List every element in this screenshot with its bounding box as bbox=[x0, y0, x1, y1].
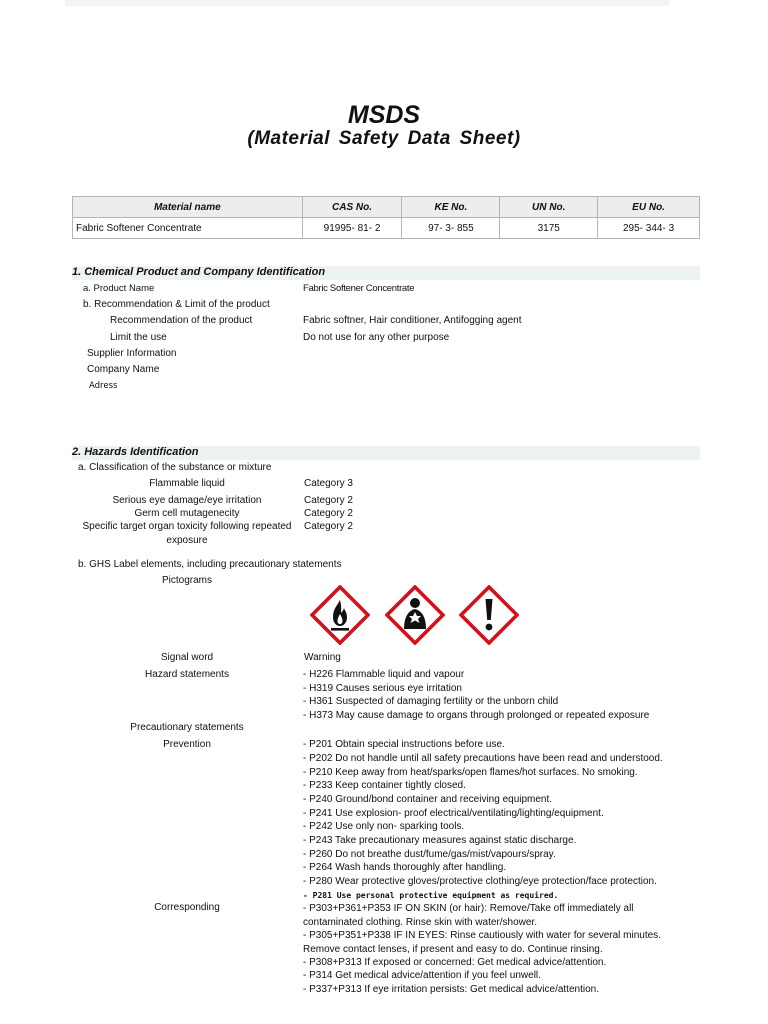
limit-value: Do not use for any other purpose bbox=[303, 332, 450, 343]
col-cas-no: CAS No. bbox=[302, 197, 402, 218]
product-name-label: a. Product Name bbox=[83, 283, 155, 294]
class-stot-label-line1: Specific target organ toxicity following repeated bbox=[82, 521, 292, 532]
list-item: - P201 Obtain special instructions before use. bbox=[303, 739, 505, 750]
list-item: - H226 Flammable liquid and vapour bbox=[303, 669, 465, 680]
material-table bbox=[72, 196, 700, 239]
cell-un-no: 3175 bbox=[500, 218, 598, 239]
class-flammable-value: Category 3 bbox=[304, 478, 353, 489]
cell-cas-no: 91995- 81- 2 bbox=[302, 218, 402, 239]
doc-title: MSDS bbox=[347, 101, 421, 129]
list-item: - P280 Wear protective gloves/protective clothing/eye protection/face protection. bbox=[303, 876, 657, 887]
class-mutagen-value: Category 2 bbox=[304, 508, 353, 519]
signal-word-label: Signal word bbox=[160, 652, 214, 663]
pictograms-label: Pictograms bbox=[161, 575, 212, 586]
corresponding-label: Corresponding bbox=[154, 902, 220, 913]
cell-ke-no: 97- 3- 855 bbox=[402, 218, 500, 239]
hazard-statements-label: Hazard statements bbox=[145, 669, 229, 680]
flame-pictogram-icon bbox=[310, 585, 370, 645]
list-item: - P240 Ground/bond container and receiving equipment. bbox=[303, 794, 553, 805]
recommendation-value: Fabric softner, Hair conditioner, Antifogging agent bbox=[303, 315, 522, 326]
list-item: - P202 Do not handle until all safety precautions have been read and understood. bbox=[303, 753, 663, 764]
list-item: - P260 Do not breathe dust/fume/gas/mist/vapours/spray. bbox=[303, 849, 556, 860]
list-item: - P305+P351+P338 IF IN EYES: Rinse cautiously with water for several minutes. Remove contact lenses, if present and easy to do. Continue rinsing. bbox=[303, 930, 661, 955]
class-flammable-label: Flammable liquid bbox=[149, 478, 225, 489]
classification-label: a. Classification of the substance or mixture bbox=[78, 462, 272, 473]
list-item: - H373 May cause damage to organs through prolonged or repeated exposure bbox=[303, 710, 650, 721]
health-hazard-pictogram-icon bbox=[385, 585, 445, 645]
list-item: - P314 Get medical advice/attention if you feel unwell. bbox=[303, 970, 541, 981]
list-item: - P241 Use explosion- proof electrical/ventilating/lighting/equipment. bbox=[303, 808, 604, 819]
section1-heading: 1. Chemical Product and Company Identification bbox=[72, 266, 326, 278]
product-name-value: Fabric Softener Concentrate bbox=[303, 283, 415, 294]
company-name-label: Company Name bbox=[87, 364, 160, 375]
col-eu-no: EU No. bbox=[598, 197, 700, 218]
cell-eu-no: 295- 344- 3 bbox=[598, 218, 700, 239]
class-stot-value: Category 2 bbox=[304, 521, 353, 532]
top-strip bbox=[65, 0, 670, 6]
material-table-header bbox=[73, 197, 700, 218]
list-item: - P233 Keep container tightly closed. bbox=[303, 780, 466, 791]
section2-heading: 2. Hazards Identification bbox=[72, 446, 199, 458]
doc-subtitle: (Material Safety Data Sheet) bbox=[247, 128, 521, 149]
signal-word-value: Warning bbox=[304, 652, 341, 663]
list-item: - P210 Keep away from heat/sparks/open flames/hot surfaces. No smoking. bbox=[303, 767, 638, 778]
class-mutagen-label: Germ cell mutagenecity bbox=[134, 508, 240, 519]
table-row bbox=[73, 218, 700, 239]
list-item: - P242 Use only non- sparking tools. bbox=[303, 821, 465, 832]
list-item: - P308+P313 If exposed or concerned: Get medical advice/attention. bbox=[303, 957, 607, 968]
recommendation-sub-label: Recommendation of the product bbox=[110, 315, 253, 326]
list-item: - H361 Suspected of damaging fertility or the unborn child bbox=[303, 696, 559, 707]
list-item: - P337+P313 If eye irritation persists: Get medical advice/attention. bbox=[303, 984, 599, 995]
list-item: - P281 Use personal protective equipment as required. bbox=[303, 891, 559, 900]
address-label: Adress bbox=[89, 381, 118, 391]
class-stot-label-line2: exposure bbox=[166, 535, 208, 546]
class-eye-label: Serious eye damage/eye irritation bbox=[112, 495, 262, 506]
cell-material-name: Fabric Softener Concentrate bbox=[73, 218, 303, 239]
list-item: - P243 Take precautionary measures against static discharge. bbox=[303, 835, 577, 846]
col-un-no: UN No. bbox=[500, 197, 598, 218]
precautionary-label: Precautionary statements bbox=[130, 722, 244, 733]
col-material-name: Material name bbox=[73, 197, 303, 218]
supplier-info-label: Supplier Information bbox=[87, 348, 177, 359]
list-item: - P264 Wash hands thoroughly after handling. bbox=[303, 862, 507, 873]
exclamation-pictogram-icon bbox=[459, 585, 519, 645]
ghs-label: b. GHS Label elements, including precautionary statements bbox=[78, 559, 342, 570]
recommendation-label: b. Recommendation & Limit of the product bbox=[83, 299, 270, 310]
limit-label: Limit the use bbox=[110, 332, 167, 343]
class-eye-value: Category 2 bbox=[304, 495, 353, 506]
list-item: - H319 Causes serious eye irritation bbox=[303, 683, 462, 694]
col-ke-no: KE No. bbox=[402, 197, 500, 218]
list-item: - P303+P361+P353 IF ON SKIN (or hair): Remove/Take off immediately all contaminated clothing. Rinse skin with water/shower. bbox=[303, 903, 634, 928]
prevention-label: Prevention bbox=[163, 739, 211, 750]
